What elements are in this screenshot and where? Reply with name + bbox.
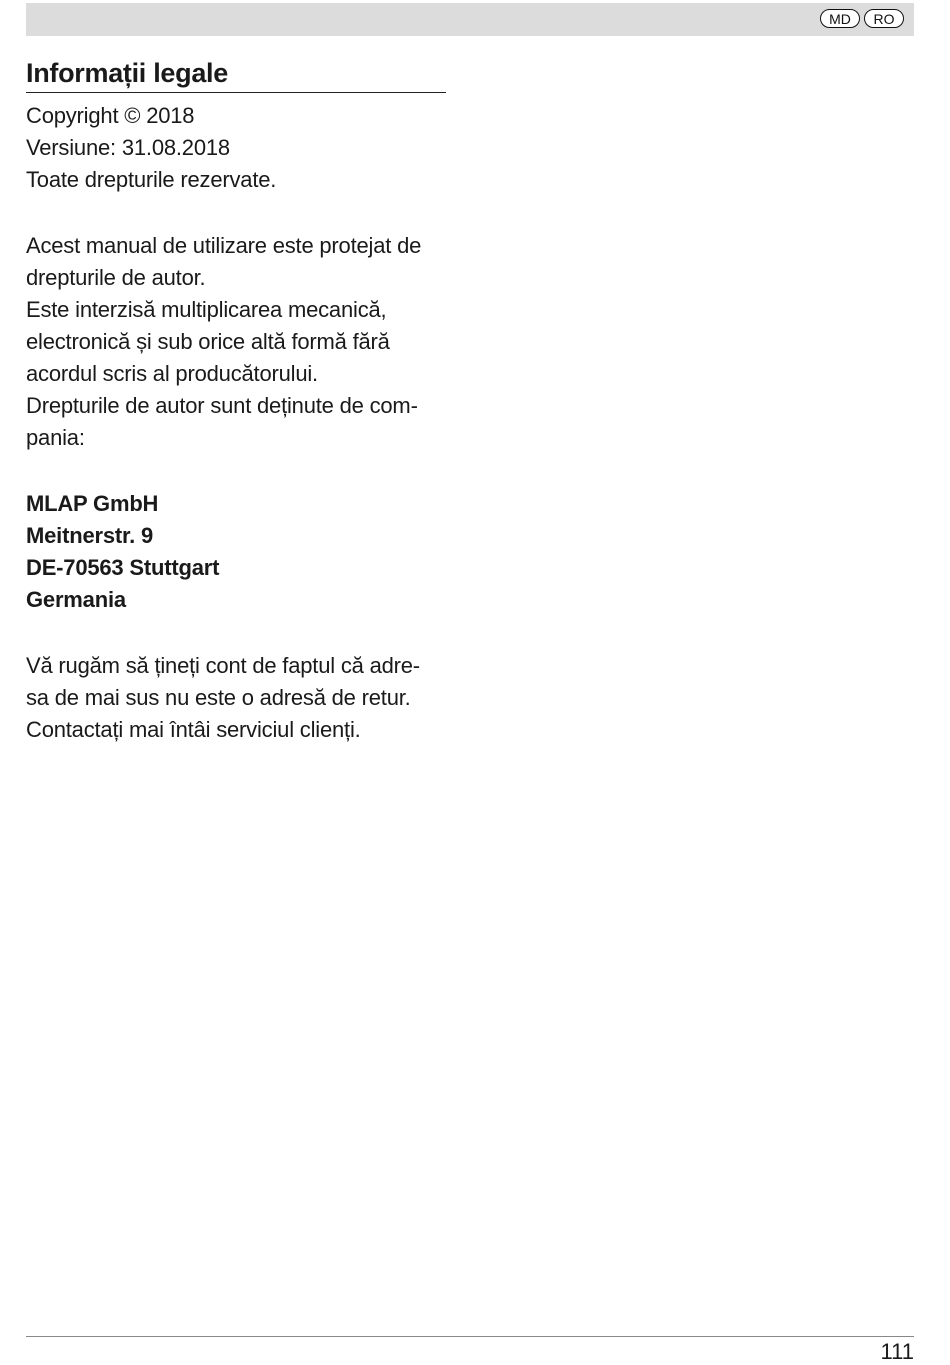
return-note-line: sa de mai sus nu este o adresă de retur.	[26, 685, 411, 710]
notice-line: Drepturile de autor sunt deținute de com-	[26, 393, 418, 418]
language-badge-ro: RO	[864, 9, 904, 28]
language-badge-md: MD	[820, 9, 860, 28]
return-note-line: Vă rugăm să țineți cont de faptul că adre-	[26, 653, 420, 678]
copyright-notice-block	[26, 230, 446, 454]
rights-line: Toate drepturile rezervate.	[26, 167, 277, 192]
header-bar	[26, 3, 914, 36]
language-badges	[820, 9, 904, 28]
legal-info-section	[26, 56, 446, 746]
notice-line: acordul scris al producătorului.	[26, 361, 318, 386]
company-address-block	[26, 488, 446, 616]
return-note-line: Contactați mai întâi serviciul clienți.	[26, 717, 361, 742]
company-country: Germania	[26, 587, 126, 612]
notice-line: Este interzisă multiplicarea mecanică,	[26, 297, 387, 322]
notice-line: pania:	[26, 425, 85, 450]
copyright-block	[26, 100, 446, 196]
copyright-line: Copyright © 2018	[26, 103, 195, 128]
notice-line: Acest manual de utilizare este protejat de	[26, 233, 422, 258]
notice-line: electronică și sub orice altă formă fără	[26, 329, 390, 354]
notice-line: drepturile de autor.	[26, 265, 206, 290]
company-city: DE-70563 Stuttgart	[26, 555, 220, 580]
footer-divider	[26, 1336, 914, 1337]
return-note-block	[26, 650, 446, 746]
section-title: Informații legale	[26, 56, 446, 93]
version-line: Versiune: 31.08.2018	[26, 135, 230, 160]
company-street: Meitnerstr. 9	[26, 523, 154, 548]
page-number: 111	[880, 1339, 914, 1364]
company-name: MLAP GmbH	[26, 491, 159, 516]
